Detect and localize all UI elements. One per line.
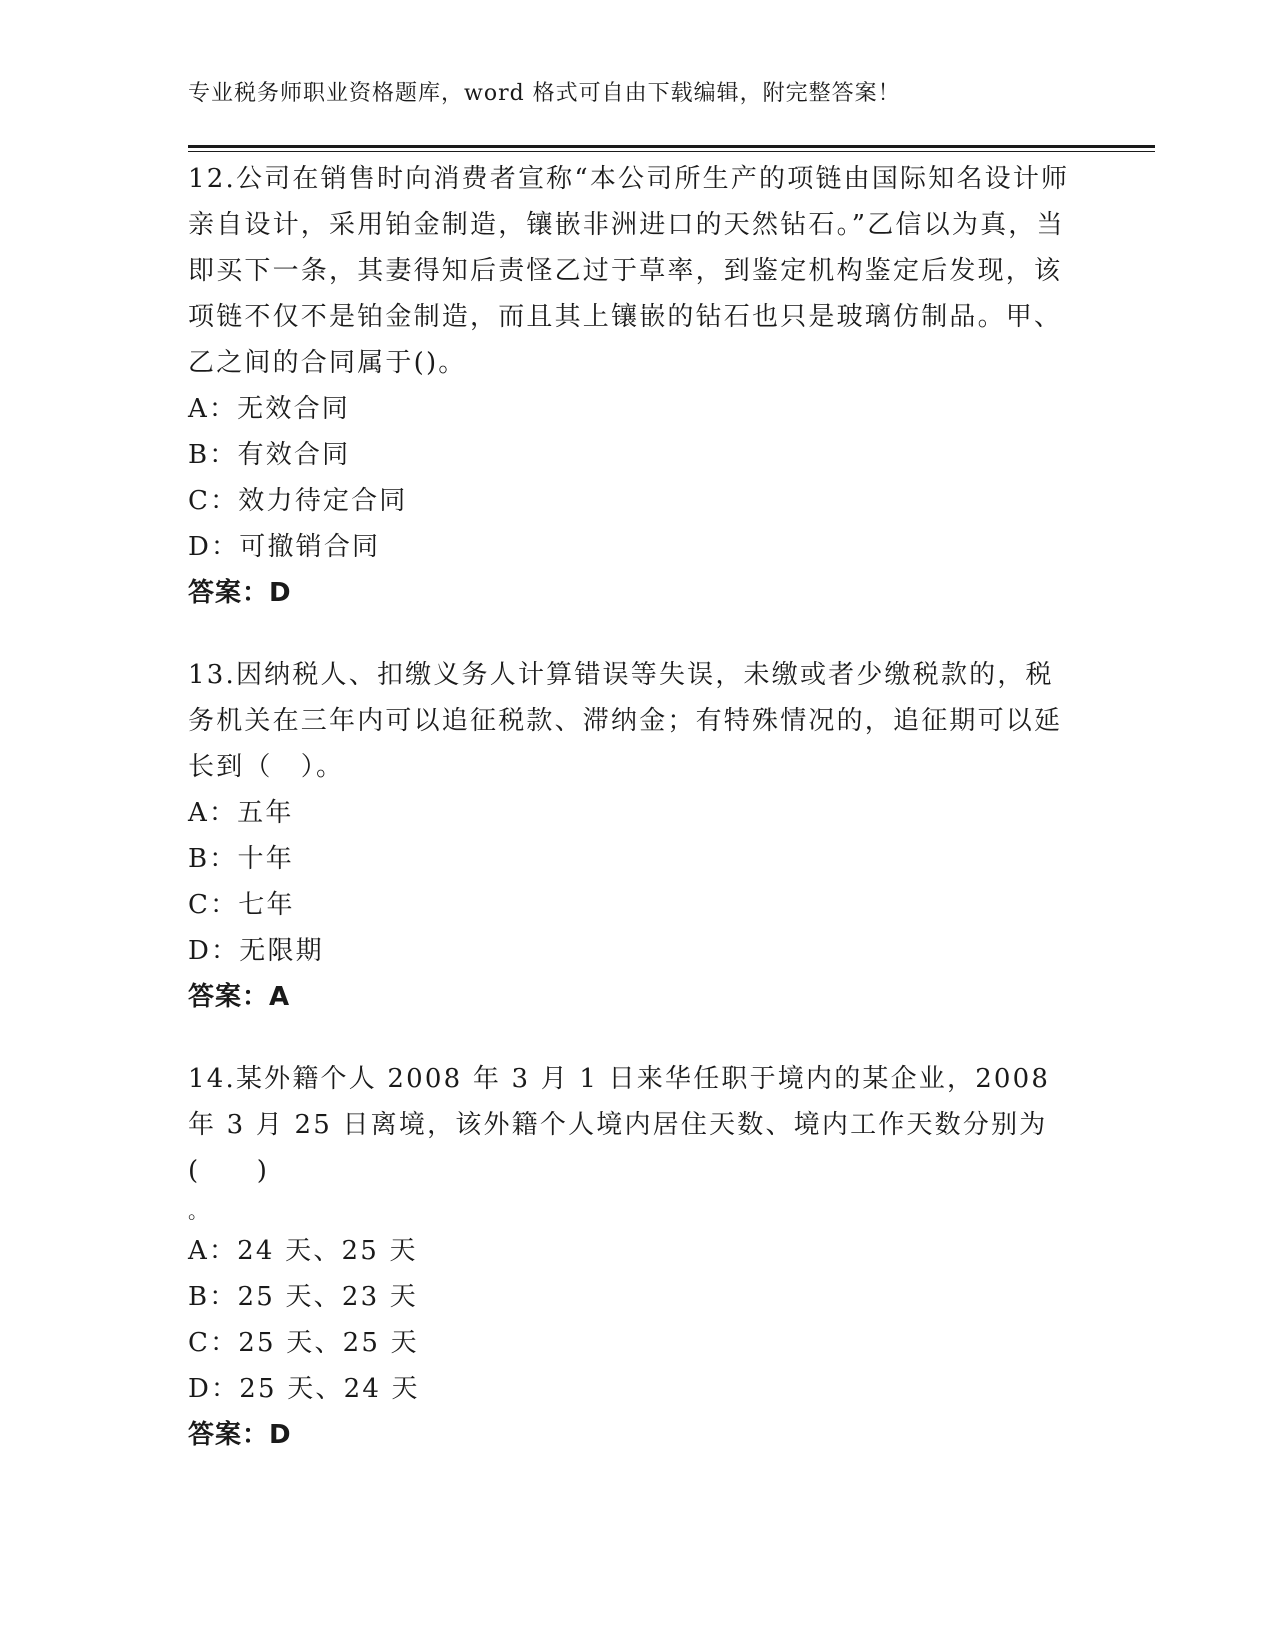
option-d: D：无限期 — [188, 936, 324, 966]
option-a: A：24 天、25 天 — [188, 1236, 418, 1266]
question-12 — [188, 156, 1078, 616]
option-d: D：25 天、24 天 — [188, 1374, 420, 1404]
option-d: D：可撤销合同 — [188, 532, 381, 562]
answer-line: 答案：A — [188, 982, 291, 1012]
header-note: 专业税务师职业资格题库，word 格式可自由下载编辑，附完整答案！ — [188, 81, 901, 106]
question-list — [188, 156, 1078, 1494]
question-14 — [188, 1056, 1078, 1458]
option-a: A：五年 — [188, 798, 294, 828]
option-b: B：25 天、23 天 — [188, 1282, 419, 1312]
option-c: C：25 天、25 天 — [188, 1328, 419, 1358]
option-c: C：效力待定合同 — [188, 486, 408, 516]
answer-line: 答案：D — [188, 578, 292, 608]
header-rule-thick — [188, 145, 1155, 148]
header-rule-thin — [188, 151, 1155, 152]
question-stem: 14.某外籍个人 2008 年 3 月 1 日来华任职于境内的某企业，2008 年 3 月 25 日离境，该外籍个人境内居住天数、境内工作天数分别为( ) — [188, 1064, 1051, 1186]
option-b: B：十年 — [188, 844, 294, 874]
question-stem-tail: 。 — [188, 1199, 208, 1223]
question-stem: 12.公司在销售时向消费者宣称“本公司所生产的项链由国际知名设计师亲自设计，采用铂金制造，镶嵌非洲进口的天然钻石。”乙信以为真，当即买下一条，其妻得知后责怪乙过于草率，到鉴定机构鉴定后发现，该项链不仅不是铂金制造，而且其上镶嵌的钻石也只是玻璃仿制品。甲、乙之间的合同属于()。 — [188, 164, 1070, 378]
question-stem: 13.因纳税人、扣缴义务人计算错误等失误，未缴或者少缴税款的，税务机关在三年内可以追征税款、滞纳金；有特殊情况的，追征期可以延长到（ ）。 — [188, 660, 1063, 782]
answer-line: 答案：D — [188, 1420, 292, 1450]
option-b: B：有效合同 — [188, 440, 351, 470]
question-13 — [188, 652, 1078, 1020]
option-a: A：无效合同 — [188, 394, 350, 424]
option-c: C：七年 — [188, 890, 295, 920]
